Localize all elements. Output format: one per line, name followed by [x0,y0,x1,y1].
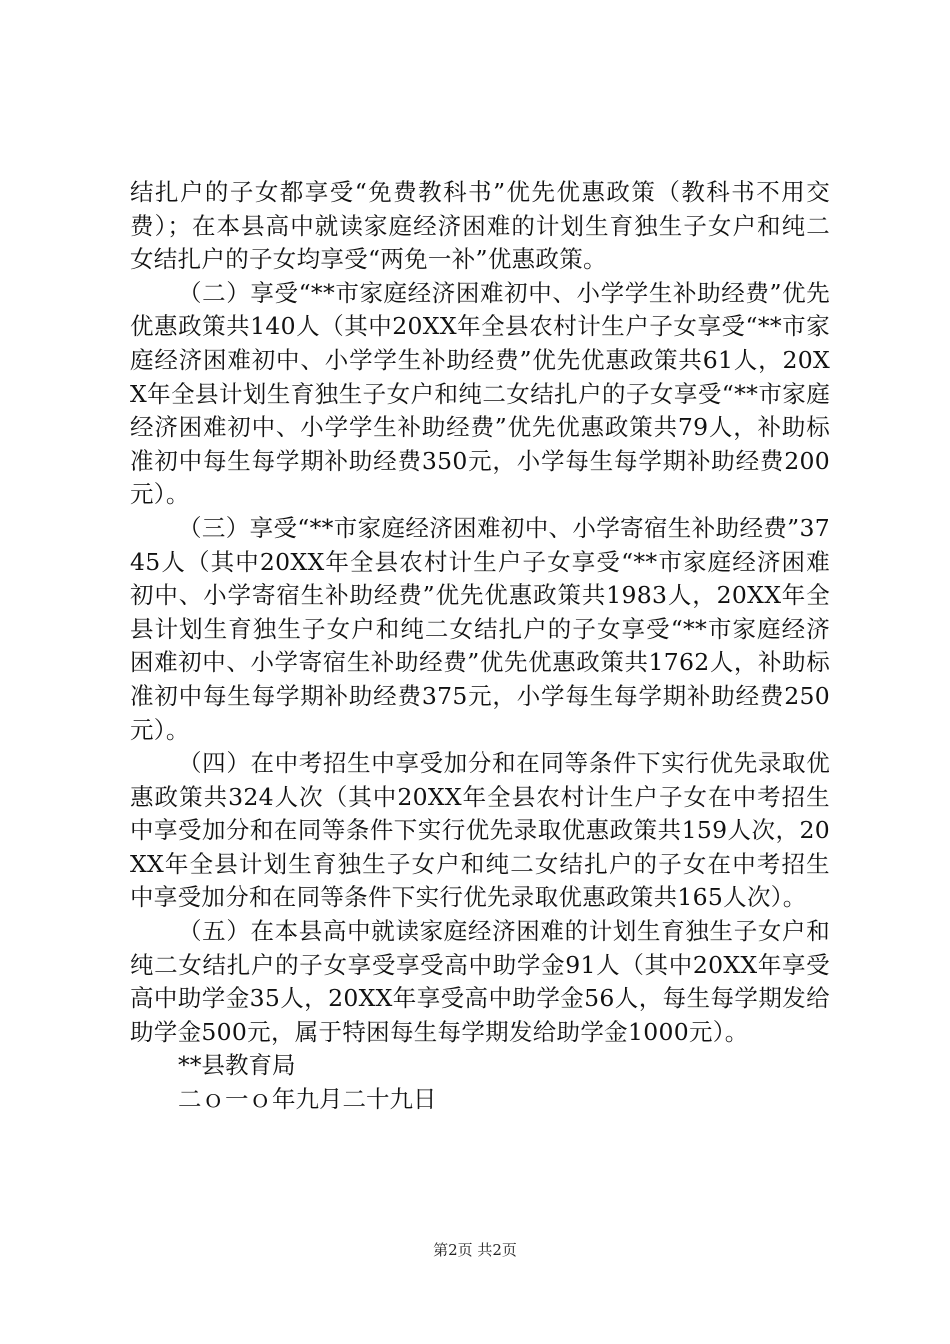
paragraph-section-3: （三）享受“**市家庭经济困难初中、小学寄宿生补助经费”3745人（其中20XX年全县农村计生户子女享受“**市家庭经济困难初中、小学寄宿生补助经费”优先优惠政策共1983人，20XX年全县计划生育独生子女户和纯二女结扎户的子女享受“**市家庭经济困难初中、小学寄宿生补助经费”优先优惠政策共1762人，补助标准初中每生每学期补助经费375元，小学每生每学期补助经费250元）。 [130,513,830,744]
paragraph-section-4: （四）在中考招生中享受加分和在同等条件下实行优先录取优惠政策共324人次（其中20XX年全县农村计生户子女在中考招生中享受加分和在同等条件下实行优先录取优惠政策共159人次，20XX年全县计划生育独生子女户和纯二女结扎户的子女在中考招生中享受加分和在同等条件下实行优先录取优惠政策共165人次）。 [130,749,830,912]
signature-organization: **县教育局 [178,1051,296,1080]
paragraph-section-5: （五）在本县高中就读家庭经济困难的计划生育独生子女户和纯二女结扎户的子女享受享受高中助学金91人（其中20XX年享受高中助学金35人，20XX年享受高中助学金56人，每生每学期发给助学金500元，属于特困每生每学期发给助学金1000元）。 [130,917,830,1046]
paragraph-continuation: 结扎户的子女都享受“免费教科书”优先优惠政策（教科书不用交费）；在本县高中就读家庭经济困难的计划生育独生子女户和纯二女结扎户的子女均享受“两免一补”优惠政策。 [130,178,830,274]
paragraph-section-2: （二）享受“**市家庭经济困难初中、小学学生补助经费”优先优惠政策共140人（其中20XX年全县农村计生户子女享受“**市家庭经济困难初中、小学学生补助经费”优先优惠政策共61人，20XX年全县计划生育独生子女户和纯二女结扎户的子女享受“**市家庭经济困难初中、小学学生补助经费”优先优惠政策共79人，补助标准初中每生每学期补助经费350元，小学每生每学期补助经费200元）。 [130,278,830,509]
page-number-footer: 第2页 共2页 [433,1241,517,1259]
document-body [130,176,830,1117]
signature-date: 二ｏ一ｏ年九月二十九日 [178,1085,437,1114]
